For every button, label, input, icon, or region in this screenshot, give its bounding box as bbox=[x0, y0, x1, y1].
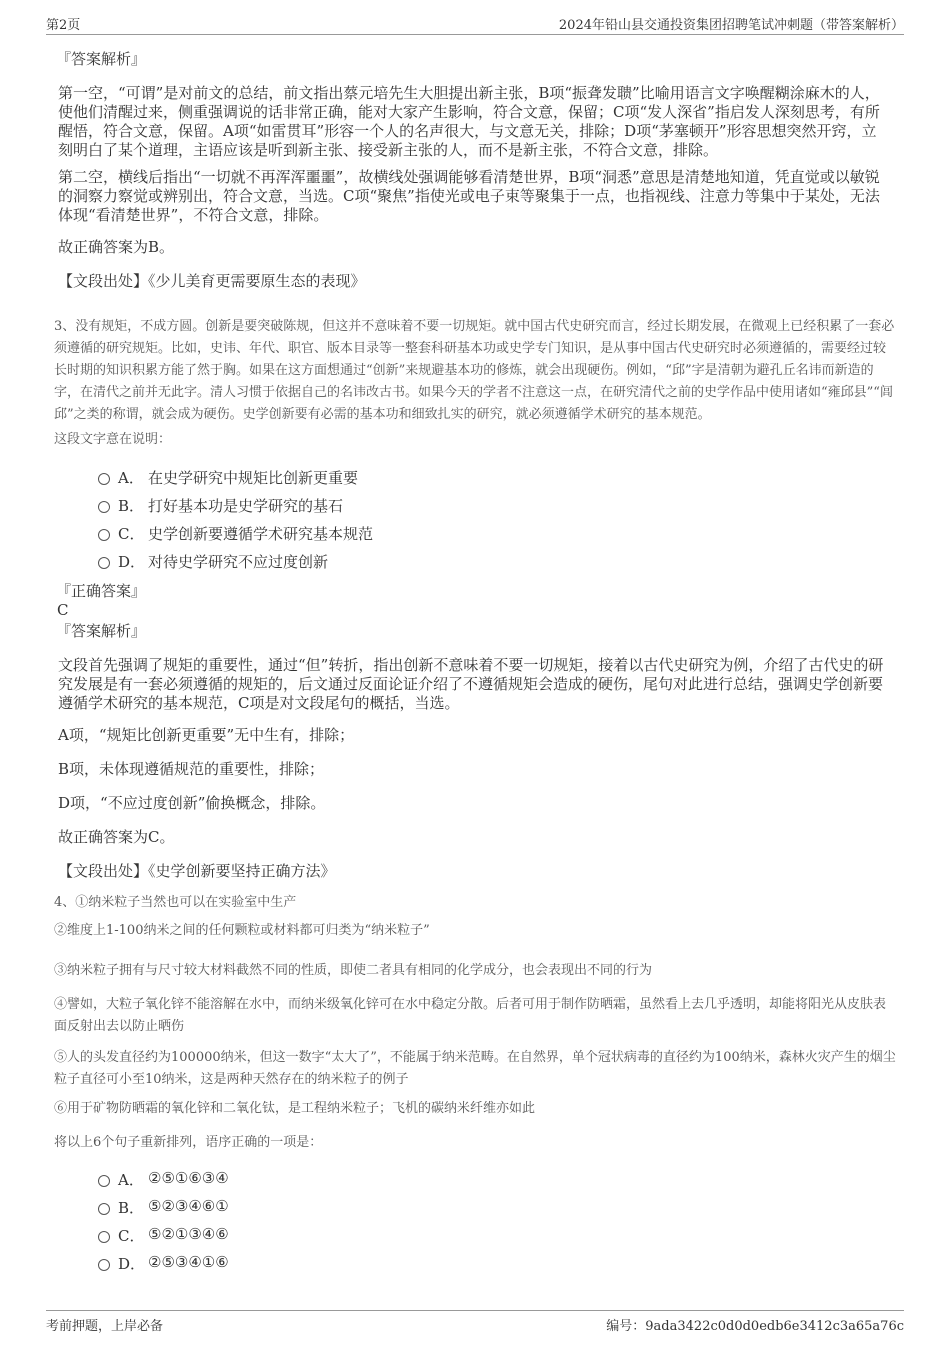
answer-label: 『正确答案』 bbox=[56, 582, 147, 600]
option-list bbox=[56, 1168, 656, 1280]
conclusion: 故正确答案为C。 bbox=[58, 828, 175, 846]
analysis-paragraph: 第一空，“可谓”是对前文的总结，前文指出蔡元培先生大胆提出新主张，B项“振聋发聩”比喻用语言文字唤醒糊涂麻木的人，使他们清醒过来，侧重强调说的话非常正确，能对大家产生影响，符合文意，保留；C项“发人深省”指启发人深刻思考，有所醒悟，符合文意，保留。A项“如雷贯耳”形容一个人的名声很大，与文意无关，排除；D项“茅塞顿开”形容思想突然开窍，立刻明白了某个道理，主语应该是听到新主张、接受新主张的人，而不是新主张，不符合文意，排除。 bbox=[58, 84, 880, 159]
option-note: B项，未体现遵循规范的重要性，排除； bbox=[58, 760, 325, 778]
radio-icon[interactable] bbox=[98, 529, 110, 541]
analysis-label: 『答案解析』 bbox=[56, 50, 147, 68]
option-a[interactable]: A． ②⑤①⑥③④ bbox=[56, 1168, 656, 1196]
sentence-6: ⑥用于矿物防晒霜的氧化锌和二氧化钛，是工程纳米粒子；飞机的碳纳米纤维亦如此 bbox=[54, 1101, 536, 1116]
option-note: A项，“规矩比创新更重要”无中生有，排除； bbox=[58, 726, 355, 744]
page-footer bbox=[46, 1310, 904, 1335]
option-d[interactable]: D． 对待史学研究不应过度创新 bbox=[56, 550, 656, 578]
source-citation: 【文段出处】《少儿美育更需要原生态的表现》 bbox=[58, 272, 366, 290]
question-prompt: 这段文字意在说明： bbox=[54, 432, 172, 447]
conclusion: 故正确答案为B。 bbox=[58, 238, 175, 256]
sentence-1: 4、①纳米粒子当然也可以在实验室中生产 bbox=[54, 895, 297, 910]
radio-icon[interactable] bbox=[98, 1259, 110, 1271]
radio-icon[interactable] bbox=[98, 1175, 110, 1187]
radio-icon[interactable] bbox=[98, 557, 110, 569]
answer-value: C bbox=[57, 601, 69, 619]
footer-slogan: 考前押题，上岸必备 bbox=[46, 1319, 164, 1334]
page-header bbox=[46, 12, 904, 35]
question-prompt: 将以上6个句子重新排列，语序正确的一项是： bbox=[54, 1135, 323, 1150]
sentence-5: ⑤人的头发直径约为100000纳米，但这一数字“太大了”，不能属于纳米范畴。在自然界，单个冠状病毒的直径约为100纳米，森林火灾产生的烟尘粒子直径可小至10纳米，这是两种天然存在的纳米粒子的例子 bbox=[54, 1050, 896, 1087]
radio-icon[interactable] bbox=[98, 473, 110, 485]
radio-icon[interactable] bbox=[98, 501, 110, 513]
page-number: 第2页 bbox=[46, 18, 81, 33]
option-c[interactable]: C． 史学创新要遵循学术研究基本规范 bbox=[56, 522, 656, 550]
option-note: D项，“不应过度创新”偷换概念，排除。 bbox=[58, 794, 326, 812]
option-list bbox=[56, 466, 656, 578]
document-id: 编号：9ada3422c0d0d0edb6e3412c3a65a76c bbox=[606, 1319, 904, 1334]
radio-icon[interactable] bbox=[98, 1231, 110, 1243]
sentence-4: ④譬如，大粒子氧化锌不能溶解在水中，而纳米级氧化锌可在水中稳定分散。后者可用于制作防晒霜，虽然看上去几乎透明，却能将阳光从皮肤表面反射出去以防止晒伤 bbox=[54, 997, 887, 1034]
sentence-2: ②维度上1-100纳米之间的任何颗粒或材料都可归类为“纳米粒子” bbox=[54, 923, 430, 938]
sentence-3: ③纳米粒子拥有与尺寸较大材料截然不同的性质，即使二者具有相同的化学成分，也会表现出不同的行为 bbox=[54, 963, 653, 978]
document-title: 2024年铅山县交通投资集团招聘笔试冲刺题（带答案解析） bbox=[558, 18, 904, 33]
source-citation: 【文段出处】《史学创新要坚持正确方法》 bbox=[58, 862, 336, 880]
analysis-label: 『答案解析』 bbox=[56, 622, 147, 640]
analysis-paragraph: 第二空，横线后指出“一切就不再浑浑噩噩”，故横线处强调能够看清楚世界，B项“洞悉”意思是清楚地知道，凭直觉或以敏锐的洞察力察觉或辨别出，符合文意，当选。C项“聚焦”指使光或电子束等聚集于一点，也指视线、注意力等集中于某处，无法体现“看清楚世界”，不符合文意，排除。 bbox=[58, 168, 880, 224]
option-b[interactable]: B． 打好基本功是史学研究的基石 bbox=[56, 494, 656, 522]
option-b[interactable]: B． ⑤②③④⑥① bbox=[56, 1196, 656, 1224]
option-a[interactable]: A． 在史学研究中规矩比创新更重要 bbox=[56, 466, 656, 494]
radio-icon[interactable] bbox=[98, 1203, 110, 1215]
question-stem: 3、没有规矩，不成方圆。创新是要突破陈规，但这并不意味着不要一切规矩。就中国古代史研究而言，经过长期发展，在微观上已经积累了一套必须遵循的研究规矩。比如，史讳、年代、职官、版本目录等一整套科研基本功或史学专门知识，是从事中国古代史研究时必须遵循的，需要经过较长时期的知识积累方能了然于胸。如果在这方面想通过“创新”来规避基本功的修炼，就会出现硬伤。例如，“邱”字是清朝为避孔丘名讳而新造的字，在清代之前并无此字。清人习惯于依据自己的名讳改古书。如果今天的学者不注意这一点，在研究清代之前的史学作品中使用诸如“雍邱县”“闾邱”之类的称谓，就会成为硬伤。史学创新要有必需的基本功和细致扎实的研究，就必须遵循学术研究的基本规范。 bbox=[54, 319, 895, 422]
option-c[interactable]: C． ⑤②①③④⑥ bbox=[56, 1224, 656, 1252]
option-d[interactable]: D． ②⑤③④①⑥ bbox=[56, 1252, 656, 1280]
analysis-paragraph: 文段首先强调了规矩的重要性，通过“但”转折，指出创新不意味着不要一切规矩，接着以古代史研究为例，介绍了古代史的研究发展是有一套必须遵循的规矩的，后文通过反面论证介绍了不遵循规矩会造成的硬伤，尾句对此进行总结，强调史学创新要遵循学术研究的基本规范，C项是对文段尾句的概括，当选。 bbox=[58, 656, 884, 712]
